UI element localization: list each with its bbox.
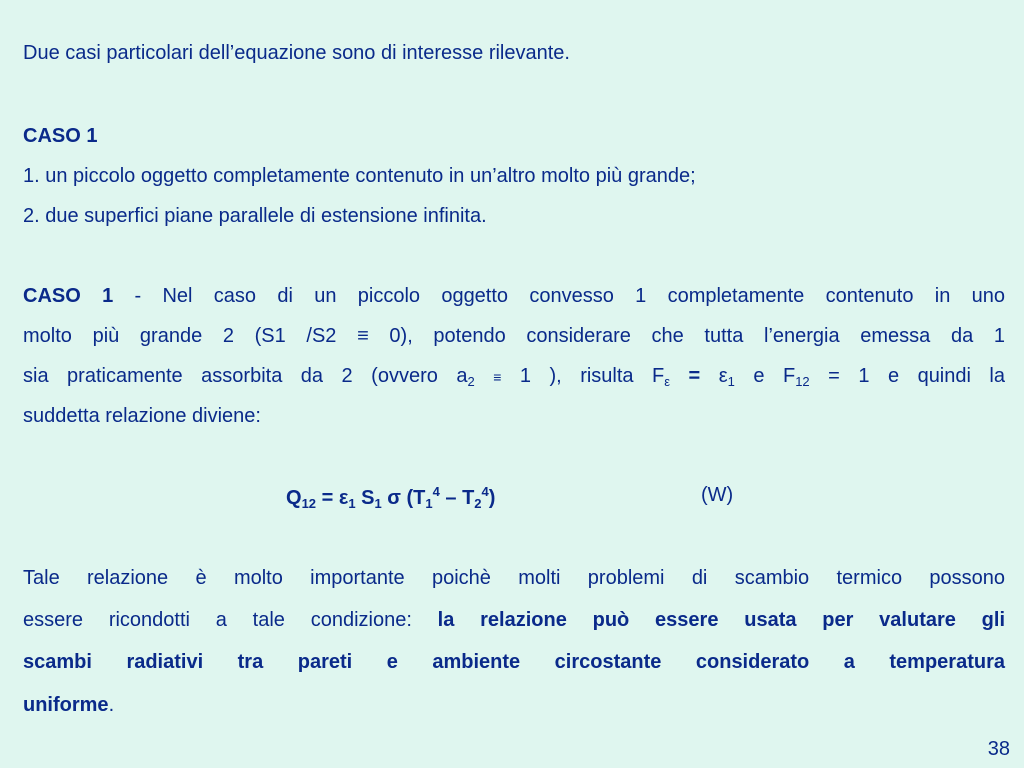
list-item-1: 1. un piccolo oggetto completamente contenuto in un’altro molto più grande; (23, 165, 696, 187)
caso1-label: CASO 1 (23, 285, 114, 307)
para2-line4: uniforme. (23, 694, 115, 716)
para1-line1: CASO 1 - Nel caso di un piccolo oggetto convesso 1 completamente contenuto in uno (23, 285, 1006, 307)
para2-line3: scambi radiativi tra pareti e ambiente circostante considerato a temperatura (23, 651, 1005, 673)
intro-text: Due casi particolari dell’equazione sono di interesse rilevante. (23, 42, 570, 64)
formula: $Q_{12} = \varepsilon_1$ $S_1$ σ $(T_1^4 - T_2^4)$ (286, 484, 496, 511)
para1-line2: molto più grande 2 (S1 /S2 ≡ 0), potendo considerare che tutta l’energia emessa da 1 (23, 325, 1005, 347)
para2-line1: Tale relazione è molto importante poichè molti problemi di scambio termico possono (23, 567, 1005, 589)
list-item-2: 2. due superfici piane parallele di estensione infinita. (23, 205, 487, 227)
para1-line4: suddetta relazione diviene: (23, 405, 261, 427)
page-number: 38 (987, 738, 1010, 760)
caso1-heading: CASO 1 (23, 125, 98, 147)
para1-line3: sia praticamente assorbita da 2 (ovvero $a_2 \equiv 1$ ), risulta $F_\varepsilon = \varepsilon_1$ e $F_{12} = 1$ e quindi la (23, 365, 1006, 389)
slide-content (23, 0, 1005, 768)
para2-line2: essere ricondotti a tale condizione: la relazione può essere usata per valutare gli (23, 609, 1006, 631)
formula-unit: (W) (701, 484, 734, 506)
